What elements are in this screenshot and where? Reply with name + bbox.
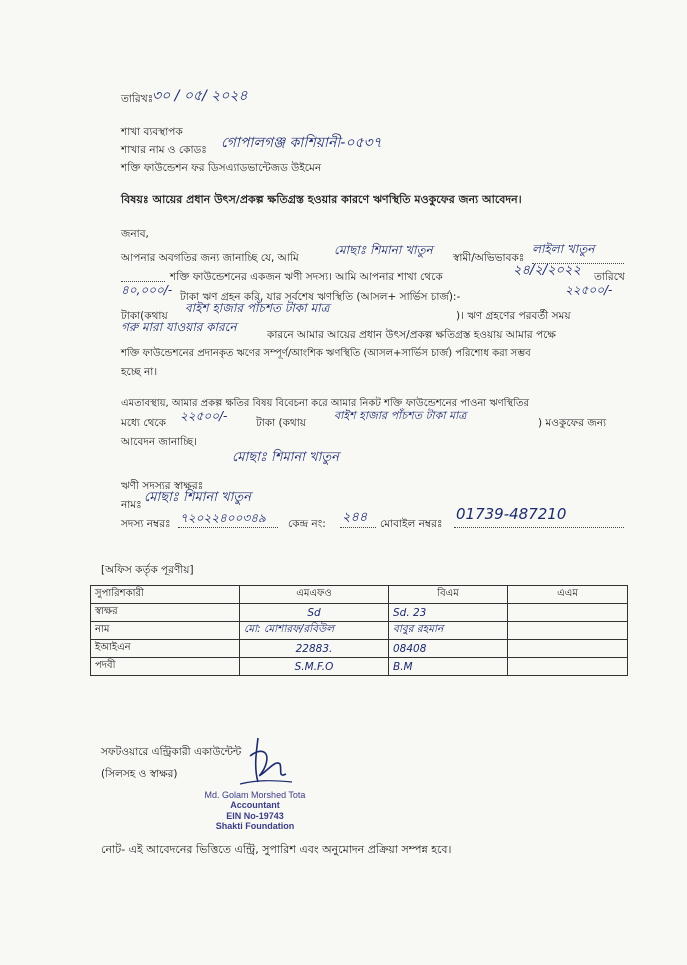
- member-name-label: নামঃ: [121, 499, 142, 511]
- loan-amount: ৪০,০০০/-: [121, 283, 173, 297]
- p1-text-b: স্বামী/অভিভাবকঃ: [453, 252, 525, 264]
- header-am: এএম: [508, 586, 628, 604]
- bm-name: বাবুর রহমান: [389, 622, 508, 640]
- balance-amount: ২২৫০০/-: [565, 283, 613, 297]
- p1-text-e: টাকা ঋণ গ্রহন করি, যার সর্বশেষ ঋণস্থিতি (আসল+ সার্ভিস চার্জ):-: [180, 291, 461, 303]
- mfo-signature: Sd: [240, 604, 389, 622]
- mfo-designation: S.M.F.O: [240, 658, 389, 676]
- p1-text-c: শক্তি ফাউন্ডেশনের একজন ঋণী সদস্য। আমি আপনার শাখা থেকে: [170, 271, 443, 283]
- office-table: [90, 585, 628, 676]
- office-caption: [অফিস কর্তৃক পূরণীয়]: [101, 564, 194, 576]
- subject-line: বিষয়ঃ আয়ের প্রধান উৎস/প্রকল্প ক্ষতিগ্রস্ত হওয়ার কারণে ঋণস্থিতি মওকুফের জন্য আবেদন।: [121, 193, 522, 206]
- bm-designation: B.M: [389, 658, 508, 676]
- p2-text-e: আবেদন জানাচ্ছি।: [121, 436, 197, 448]
- damage-reason: গরু মারা যাওয়ার কারনে: [121, 320, 237, 334]
- member-name-value: মোছাঃ শিমানা খাতুন: [144, 490, 251, 505]
- office-table-header: [91, 586, 628, 604]
- member-no-label: সদস্য নম্বরঃ: [121, 518, 171, 530]
- member-no-value: ৭২০২২৪০০৩৪৯: [180, 511, 266, 525]
- table-row: [91, 604, 628, 622]
- p1-text-a: আপনার অবগতির জন্য জানাচ্ছি যে, আমি: [121, 252, 299, 264]
- stamp-line: Accountant: [230, 800, 280, 811]
- am-designation: [508, 658, 628, 676]
- header-mfo: এমএফও: [240, 586, 389, 604]
- mobile-value: 01739-487210: [456, 505, 567, 523]
- row-label: স্বাক্ষর: [91, 604, 240, 622]
- balance-in-words: বাইশ হাজার পাঁচশত টাকা মাত্র: [185, 301, 330, 315]
- p2-text-c: টাকা (কথায়: [256, 417, 306, 429]
- accountant-line2: (সিলসহ ও স্বাক্ষর): [101, 768, 178, 780]
- member-sign-label: ঋণী সদস্যর স্বাক্ষরঃ: [121, 480, 204, 492]
- am-ein: [508, 640, 628, 658]
- mfo-ein: 22883.: [240, 640, 389, 658]
- p2-text-d: ) মওকুফের জন্য: [538, 417, 607, 429]
- recipient-branch-label: শাখার নাম ও কোডঃ: [121, 144, 207, 156]
- waive-amount: ২২৫০০/-: [180, 409, 228, 423]
- table-row: [91, 640, 628, 658]
- row-label: ইআইএন: [91, 640, 240, 658]
- accountant-line1: সফটওয়ারে এন্ট্রিকারী একাউন্টেন্ট: [101, 746, 242, 758]
- accountant-signature-icon: [236, 734, 296, 790]
- stamp-line: EIN No-19743: [226, 810, 284, 821]
- p1-text-d: তারিখে: [594, 271, 625, 283]
- table-row: [91, 622, 628, 640]
- stamp-line: Md. Golam Morshed Tota: [204, 790, 306, 800]
- bm-ein: 08408: [389, 640, 508, 658]
- bm-signature: Sd. 23: [389, 604, 508, 622]
- recipient-branch-value: গোপালগঞ্জ কাশিয়ানী-০৫৩৭: [221, 135, 382, 151]
- waive-in-words: বাইশ হাজার পাঁচশত টাকা মাত্র: [334, 409, 467, 422]
- center-label: কেন্দ্র নং:: [288, 518, 326, 530]
- accountant-stamp: [190, 790, 320, 831]
- guardian-name: লাইলা খাতুন: [532, 242, 595, 256]
- center-value: ২৪৪: [342, 510, 368, 525]
- row-label: পদবী: [91, 658, 240, 676]
- am-name: [508, 622, 628, 640]
- p1-text-j: হচ্ছে না।: [121, 366, 158, 378]
- mobile-label: মোবাইল নম্বরঃ: [380, 518, 443, 530]
- recipient-org: শক্তি ফাউন্ডেশন ফর ডিসএ্যাডভান্টেজড উইমেন: [121, 162, 322, 174]
- table-row: [91, 658, 628, 676]
- date-value: ৩০ / ০৫/ ২০২৪: [152, 88, 248, 104]
- mfo-name: মো: মোশারফ/রবিউল: [240, 622, 389, 640]
- p1-text-i: শক্তি ফাউন্ডেশনের প্রদানকৃত ঋণের সম্পূর্ণ/আংশিক ঋণস্থিতি (আসল+সার্ভিস চার্জ) পরিশোধ করা সম্ভব: [121, 348, 531, 359]
- row-label: নাম: [91, 622, 240, 640]
- date-label: তারিখঃ: [121, 93, 154, 105]
- am-signature: [508, 604, 628, 622]
- header-recommender: সুপারিশকারী: [91, 586, 240, 604]
- p1-text-h: কারনে আমার আয়ের প্রধান উৎস/প্রকল্প ক্ষতিগ্রস্ত হওয়ায় আমার পক্ষে: [267, 329, 556, 341]
- p2-text-a: এমতাবস্থায়, আমার প্রকল্প ক্ষতির বিষয় বিবেচনা করে আমার নিকট শক্তি ফাউন্ডেশনের পাওনা ঋণস্থিতির: [121, 398, 530, 409]
- salutation: জনাব,: [121, 228, 149, 240]
- loan-date: ২৪/২/২০২২: [513, 263, 581, 278]
- applicant-signature: মোছাঃ শিমানা খাতুন: [232, 450, 339, 465]
- p1-text-g: )। ঋণ গ্রহণের পরবর্তী সময়: [456, 310, 571, 322]
- stamp-line: Shakti Foundation: [215, 821, 295, 832]
- applicant-name: মোছাঃ শিমানা খাতুন: [334, 243, 433, 257]
- recipient-line1: শাখা ব্যবস্থাপক: [121, 126, 183, 138]
- p1-text-f: টাকা(কথায়: [121, 310, 168, 322]
- header-bm: বিএম: [389, 586, 508, 604]
- p2-text-b: মধ্যে থেকে: [121, 417, 166, 429]
- footer-note: নোট- এই আবেদনের ভিত্তিতে এন্ট্রি, সুপারিশ এবং অনুমোদন প্রক্রিয়া সম্পন্ন হবে।: [101, 843, 452, 856]
